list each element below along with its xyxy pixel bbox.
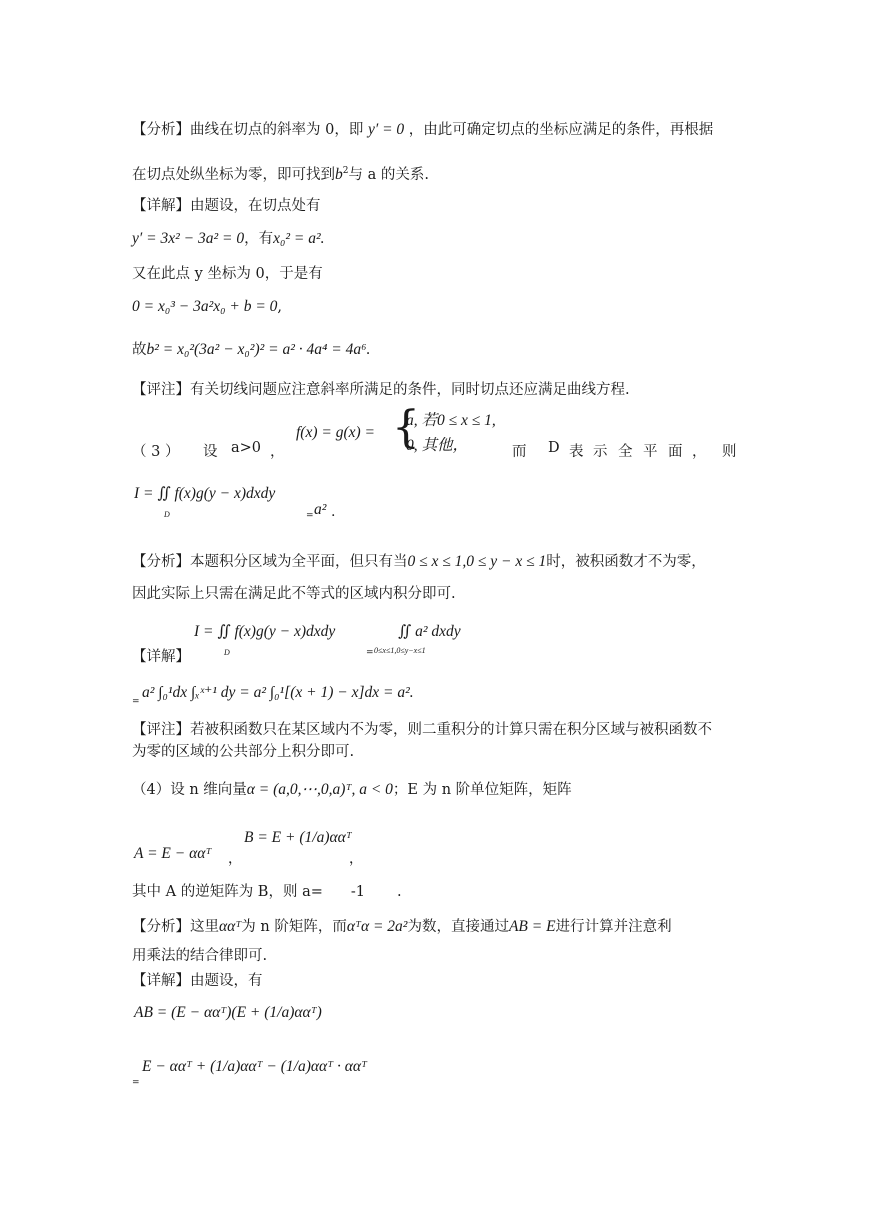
text: 为 n 阶矩阵，而 <box>241 919 347 935</box>
text: a>0 <box>231 440 262 456</box>
tag-detail: 【详解】 <box>132 198 190 214</box>
math-ab-e: AB = E <box>508 918 556 935</box>
analysis-paragraph-2 <box>132 165 429 185</box>
tag-detail: 【详解】 <box>132 649 190 665</box>
text: 故 <box>132 342 147 358</box>
text: 若被积函数只在某区域内不为零，则二重积分的计算只需在积分区域与被积函数不 <box>190 722 712 738</box>
math-double-integral: I = ∬ f(x)g(y − x)dxdy <box>194 623 336 640</box>
text: 由题设，有 <box>190 973 263 989</box>
tag-analysis: 【分析】 <box>132 554 190 570</box>
text: 用乘法的结合律即可. <box>132 948 268 964</box>
text: 设 <box>203 444 218 460</box>
math-case-2: 0, 其他， <box>406 437 469 454</box>
detail-heading-3 <box>132 971 263 991</box>
text: 为数，直接通过 <box>407 919 509 935</box>
analysis-paragraph-1 <box>132 120 713 140</box>
math-iterated-integral: a² ∫₀¹dx ∫ₓˣ⁺¹ dy = a² ∫₀¹[(x + 1) − x]dx = a². <box>142 684 414 701</box>
math-region-sub: D <box>224 648 230 657</box>
equals-sign: = <box>132 697 140 707</box>
math-cubic: 0 = x₀³ − 3a²x₀ + b = 0 <box>132 298 278 315</box>
text: 有关切线问题应注意斜率所满足的条件，同时切点还应满足曲线方程. <box>190 382 630 398</box>
math-derivative-zero: y′ = 0 <box>367 121 405 138</box>
text: ， <box>349 851 363 867</box>
equals-sign: = <box>132 1078 140 1088</box>
math-b: b <box>335 166 343 183</box>
text: 为零的区域的公共部分上积分即可. <box>132 744 355 760</box>
analysis-paragraph-3 <box>132 552 706 572</box>
equation-b-square <box>132 340 370 360</box>
math-sup: 2 <box>342 166 349 177</box>
math-inequality: 0 ≤ x ≤ 1,0 ≤ y − x ≤ 1 <box>407 553 547 570</box>
math-double-integral-2: ∬ a² dxdy <box>398 623 461 640</box>
text: 时，被积函数才不为零， <box>546 554 706 570</box>
equation-cubic <box>132 297 282 317</box>
answer: -1 <box>350 884 365 900</box>
text: 本题积分区域为全平面，但只有当 <box>190 554 408 570</box>
question-line <box>132 882 402 902</box>
tag-comment: 【评注】 <box>132 722 190 738</box>
text: 则 <box>722 444 737 460</box>
text: D <box>548 440 560 456</box>
math-piecewise-lhs: f(x) = g(x) = <box>296 424 376 441</box>
text-line <box>132 264 323 284</box>
math-outer-product: ααᵀ <box>219 918 242 935</box>
answer-a-square: a² <box>314 501 327 518</box>
text: ，由此可确定切点的坐标应满足的条件，再根据 <box>408 122 714 138</box>
text: 表 <box>569 444 584 460</box>
text: 这里 <box>190 919 219 935</box>
text: 其中 A 的逆矩阵为 B，则 a= <box>132 884 323 900</box>
equals-sign: = <box>366 648 374 658</box>
math-inner-product: αᵀα = 2a² <box>346 918 408 935</box>
math-alpha-vector: α = (a,0,⋯,0,a)ᵀ, a < 0 <box>246 781 393 798</box>
text: 曲线在切点的斜率为 0，即 <box>190 122 364 138</box>
problem-3-number: （ 3 ） <box>132 444 180 460</box>
text: （4）设 n 维向量 <box>132 782 247 798</box>
text: ， <box>270 444 285 460</box>
math-matrix-b: B = E + (1/a)ααᵀ <box>244 829 352 846</box>
text-line <box>132 584 456 604</box>
text: 面 <box>668 444 683 460</box>
text-line <box>132 742 354 762</box>
text: 由题设，在切点处有 <box>190 198 321 214</box>
math-region-sub-2: 0≤x≤1,0≤y−x≤1 <box>374 646 426 655</box>
problem-4 <box>132 780 572 800</box>
text: 又在此点 y 坐标为 0，于是有 <box>132 266 323 282</box>
math-expansion: E − ααᵀ + (1/a)ααᵀ − (1/a)ααᵀ · ααᵀ <box>142 1058 368 1075</box>
detail-heading <box>132 196 321 216</box>
math-matrix-a: A = E − ααᵀ <box>134 845 212 862</box>
text: . <box>396 884 402 900</box>
text: , <box>277 299 283 315</box>
text: . <box>331 504 336 520</box>
tag-detail: 【详解】 <box>132 973 190 989</box>
text: ；E 为 n 阶单位矩阵，矩阵 <box>392 782 572 798</box>
math-case-1: a, 若0 ≤ x ≤ 1, <box>406 412 496 429</box>
math-product-ab: AB = (E − ααᵀ)(E + (1/a)ααᵀ) <box>134 1004 322 1021</box>
comment-paragraph <box>132 380 630 400</box>
math-region-sub: D <box>164 510 170 519</box>
tag-analysis: 【分析】 <box>132 919 190 935</box>
tag-analysis: 【分析】 <box>132 122 190 138</box>
math-derivative: y′ = 3x² − 3a² = 0 <box>132 230 245 247</box>
text: 而 <box>512 444 527 460</box>
text: 全 <box>618 444 633 460</box>
math-double-integral: I = ∬ f(x)g(y − x)dxdy <box>134 485 276 502</box>
text-line <box>132 946 267 966</box>
tag-comment: 【评注】 <box>132 382 190 398</box>
brace-icon: { <box>392 402 420 453</box>
text: ， <box>228 851 242 867</box>
math-x0-square: x₀² = a². <box>273 230 325 247</box>
text: 因此实际上只需在满足此不等式的区域内积分即可. <box>132 586 456 602</box>
text: ，有 <box>244 231 274 247</box>
text: 与 a 的关系. <box>348 167 429 183</box>
text: 平 <box>643 444 658 460</box>
text: 示 <box>593 444 608 460</box>
text: 进行计算并注意利 <box>555 919 672 935</box>
math-b-square: b² = x₀²(3a² − x₀²)² = a² · 4a⁴ = 4a⁶. <box>146 341 371 358</box>
equation-derivative <box>132 229 324 249</box>
equals-sign: = <box>306 511 314 521</box>
comment-paragraph-2 <box>132 720 712 740</box>
text: 在切点处纵坐标为零，即可找到 <box>132 167 335 183</box>
analysis-paragraph-4 <box>132 917 672 937</box>
text: ， <box>692 444 707 460</box>
